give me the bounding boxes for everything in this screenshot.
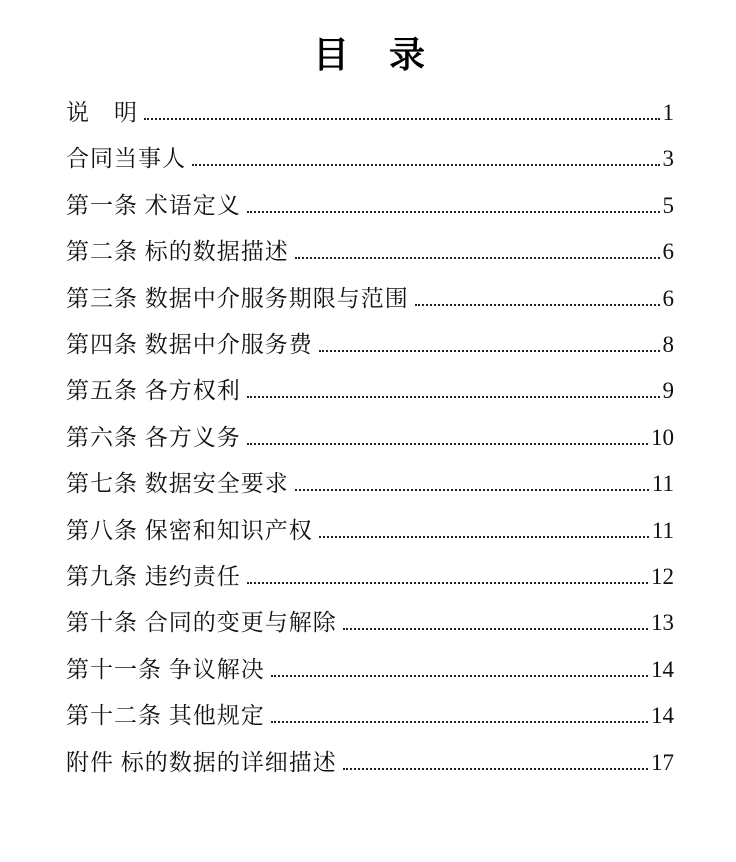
toc-entry-label: 第十二条 其他规定: [66, 703, 265, 729]
toc-entry-label: 合同当事人: [66, 146, 186, 172]
toc-entry-label: 第九条 违约责任: [66, 564, 241, 590]
toc-entry-label: 第七条 数据安全要求: [66, 471, 289, 497]
toc-entry: [66, 229, 674, 275]
toc-page-number: 5: [662, 192, 674, 218]
toc-page-number: 9: [662, 378, 674, 404]
dot-leader-icon: [271, 721, 648, 723]
toc-page-number: 12: [651, 564, 674, 590]
toc-entry: [66, 600, 674, 646]
toc-entry: [66, 461, 674, 507]
toc-entry: [66, 276, 674, 322]
toc-list: [66, 90, 674, 786]
dot-leader-icon: [192, 164, 660, 166]
dot-leader-icon: [319, 536, 649, 538]
dot-leader-icon: [343, 768, 648, 770]
toc-page-number: 11: [651, 517, 674, 543]
toc-entry: [66, 508, 674, 554]
toc-page-number: 14: [651, 656, 674, 682]
toc-page-number: 10: [651, 424, 674, 450]
toc-page-number: 17: [651, 749, 674, 775]
dot-leader-icon: [144, 118, 660, 120]
toc-entry: [66, 90, 674, 136]
dot-leader-icon: [247, 443, 648, 445]
toc-entry: [66, 136, 674, 182]
dot-leader-icon: [319, 350, 660, 352]
dot-leader-icon: [295, 489, 649, 491]
toc-page-number: 14: [651, 703, 674, 729]
toc-entry: [66, 693, 674, 739]
toc-entry: [66, 554, 674, 600]
toc-page-number: 6: [662, 239, 674, 265]
toc-entry-label: 第一条 术语定义: [66, 192, 241, 218]
toc-entry: [66, 183, 674, 229]
dot-leader-icon: [247, 582, 648, 584]
page-title: 目 录: [312, 35, 427, 75]
dot-leader-icon: [295, 257, 660, 259]
toc-entry: [66, 415, 674, 461]
toc-page-number: 6: [662, 285, 674, 311]
dot-leader-icon: [271, 675, 648, 677]
toc-entry-label: 第三条 数据中介服务期限与范围: [66, 285, 409, 311]
toc-page-number: 11: [651, 471, 674, 497]
toc-entry: [66, 740, 674, 786]
toc-page-number: 8: [662, 332, 674, 358]
toc-entry: [66, 647, 674, 693]
dot-leader-icon: [343, 628, 648, 630]
toc-entry-label: 第二条 标的数据描述: [66, 239, 289, 265]
toc-page-number: 1: [662, 100, 674, 125]
toc-entry: [66, 368, 674, 414]
dot-leader-icon: [247, 396, 660, 398]
toc-page-number: 3: [662, 146, 674, 172]
dot-leader-icon: [415, 304, 660, 306]
dot-leader-icon: [247, 211, 660, 213]
toc-entry-label: 第六条 各方义务: [66, 424, 241, 450]
toc-entry-label: 第八条 保密和知识产权: [66, 517, 313, 543]
toc-entry-label: 第十条 合同的变更与解除: [66, 610, 337, 636]
toc-entry-label: 附件 标的数据的详细描述: [66, 749, 337, 775]
toc-entry-label: 第四条 数据中介服务费: [66, 332, 313, 358]
toc-entry-label: 第十一条 争议解决: [66, 656, 265, 682]
toc-entry-label: 第五条 各方权利: [66, 378, 241, 404]
toc-entry-label: 说 明: [66, 100, 138, 125]
toc-page-number: 13: [651, 610, 674, 636]
toc-entry: [66, 322, 674, 368]
